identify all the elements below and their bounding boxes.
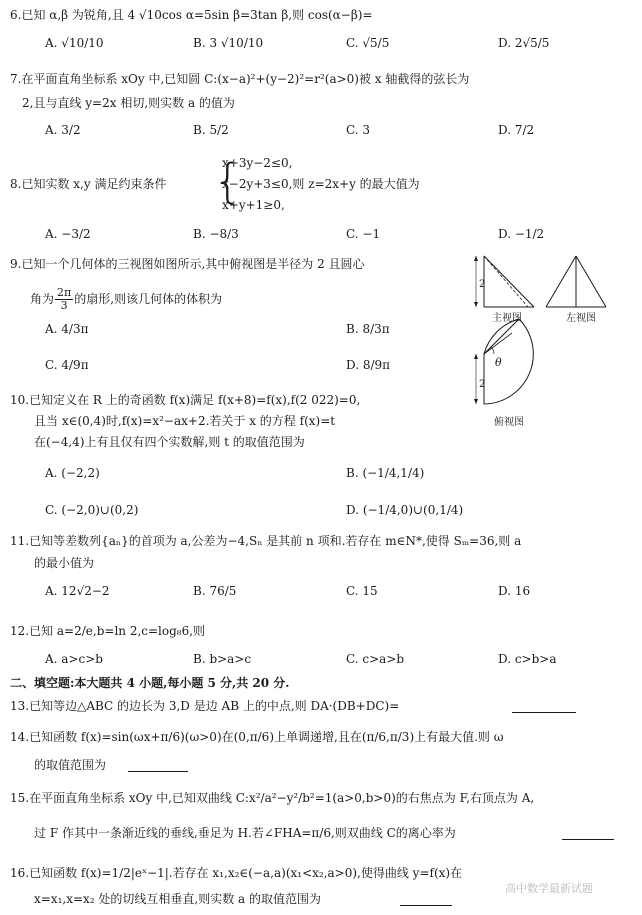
q12-option-c: C. c>a>b (346, 652, 405, 666)
q16-answer-blank[interactable] (400, 890, 452, 906)
q11-line1: 11.已知等差数列{aₙ}的首项为 a,公差为−4,Sₙ 是其前 n 项和.若存在 m∈N*,使得 Sₘ=36,则 a (10, 534, 522, 548)
q14-line1: 14.已知函数 f(x)=sin(ωx+π/6)(ω>0)在(0,π/6)上单调递增,且在(π/6,π/3)上有最大值.则 ω (10, 730, 504, 744)
q9-option-d: D. 8/9π (346, 358, 391, 372)
q8-brace: { (213, 154, 243, 208)
q10-option-b: B. (−1/4,1/4) (346, 466, 425, 480)
q12-option-b: B. b>a>c (193, 652, 252, 666)
top-view-dimension: 2 (479, 379, 486, 390)
q7-line2: 2,且与直线 y=2x 相切,则实数 a 的值为 (22, 96, 235, 110)
q11-line2: 的最小值为 (34, 556, 95, 570)
top-view-label: 俯视图 (494, 417, 524, 428)
q8-prefix: 8.已知实数 x,y 满足约束条件 (10, 177, 167, 191)
q15-line1: 15.在平面直角坐标系 xOy 中,已知双曲线 C:x²/a²−y²/b²=1(a>0,b>0)的右焦点为 F,右顶点为 A, (10, 791, 535, 805)
q6-stem: 6.已知 α,β 为锐角,且 4 √10cos α=5sin β=3tan β,则 cos(α−β)= (10, 8, 373, 22)
q8-option-b: B. −8/3 (193, 227, 239, 241)
q8-constraint-2: x−2y+3≤0,则 z=2x+y 的最大值为 (222, 177, 420, 191)
q10-option-d: D. (−1/4,0)∪(0,1/4) (346, 503, 464, 517)
q10-line1: 10.已知定义在 R 上的奇函数 f(x)满足 f(x+8)=f(x),f(2 022)=0, (10, 393, 361, 407)
theta-label: θ (495, 356, 502, 369)
q9-option-a: A. 4/3π (45, 322, 89, 336)
q7-option-c: C. 3 (346, 123, 371, 137)
q8-option-a: A. −3/2 (45, 227, 91, 241)
front-view-dimension: 2 (479, 279, 486, 290)
q10-line2: 且当 x∈(0,4)时,f(x)=x²−ax+2.若关于 x 的方程 f(x)=t (34, 414, 336, 428)
q13-answer-blank[interactable] (512, 697, 576, 713)
q9-option-c: C. 4/9π (45, 358, 89, 372)
q10-option-a: A. (−2,2) (45, 466, 100, 480)
q6-option-c: C. √5/5 (346, 36, 390, 50)
q12-stem: 12.已知 a=2/e,b=ln 2,c=log₈6,则 (10, 624, 206, 638)
q11-option-d: D. 16 (498, 584, 531, 598)
q16-line1: 16.已知函数 f(x)=1/2|eˣ−1|.若存在 x₁,x₂∈(−a,a)(x₁<x₂,a>0),使得曲线 y=f(x)在 (10, 866, 463, 880)
q8-option-c: C. −1 (346, 227, 381, 241)
q14-line2: 的取值范围为 (34, 758, 107, 772)
q15-answer-blank[interactable] (562, 824, 614, 840)
three-view-figures (470, 250, 642, 428)
q11-option-a: A. 12√2−2 (45, 584, 110, 598)
q11-option-c: C. 15 (346, 584, 378, 598)
q14-answer-blank[interactable] (128, 756, 188, 772)
q6-option-a: A. √10/10 (45, 36, 104, 50)
q9-option-b: B. 8/3π (346, 322, 390, 336)
q12-option-a: A. a>c>b (45, 652, 103, 666)
q12-option-d: D. c>b>a (498, 652, 557, 666)
q9-line2: 角为 $\frac{2\pi}{3}$ 的扇形,则该几何体的体积为 (30, 286, 223, 312)
q7-option-a: A. 3/2 (45, 123, 81, 137)
q6-option-b: B. 3 √10/10 (193, 36, 264, 50)
q8-constraint-3: x+y+1≥0, (222, 198, 285, 212)
watermark: 高中数学最新试题 (505, 882, 593, 895)
q15-line2: 过 F 作其中一条渐近线的垂线,垂足为 H.若∠FHA=π/6,则双曲线 C的离心率为 (34, 826, 456, 840)
q16-line2: x=x₁,x=x₂ 处的切线互相垂直,则实数 a 的取值范围为 (34, 892, 322, 906)
q11-option-b: B. 76/5 (193, 584, 237, 598)
q6-option-d: D. 2√5/5 (498, 36, 550, 50)
q7-option-b: B. 5/2 (193, 123, 229, 137)
side-view-label: 左视图 (566, 313, 596, 324)
q13-stem: 13.已知等边△ABC 的边长为 3,D 是边 AB 上的中点,则 DA·(DB+DC)= (10, 699, 400, 713)
side-view-figure (546, 256, 606, 307)
q10-line3: 在(−4,4)上有且仅有四个实数解,则 t 的取值范围为 (34, 435, 305, 449)
q10-option-c: C. (−2,0)∪(0,2) (45, 503, 139, 517)
q8-option-d: D. −1/2 (498, 227, 545, 241)
q8-constraint-1: x+3y−2≤0, (222, 156, 293, 170)
front-view-label: 主视图 (492, 313, 522, 324)
q9-line1: 9.已知一个几何体的三视图如图所示,其中俯视图是半径为 2 且圆心 (10, 257, 365, 271)
section-2-heading: 二、填空题:本大题共 4 小题,每小题 5 分,共 20 分. (10, 676, 290, 690)
q7-line1: 7.在平面直角坐标系 xOy 中,已知圆 C:(x−a)²+(y−2)²=r²(a>0)被 x 轴截得的弦长为 (10, 72, 470, 86)
q7-option-d: D. 7/2 (498, 123, 535, 137)
